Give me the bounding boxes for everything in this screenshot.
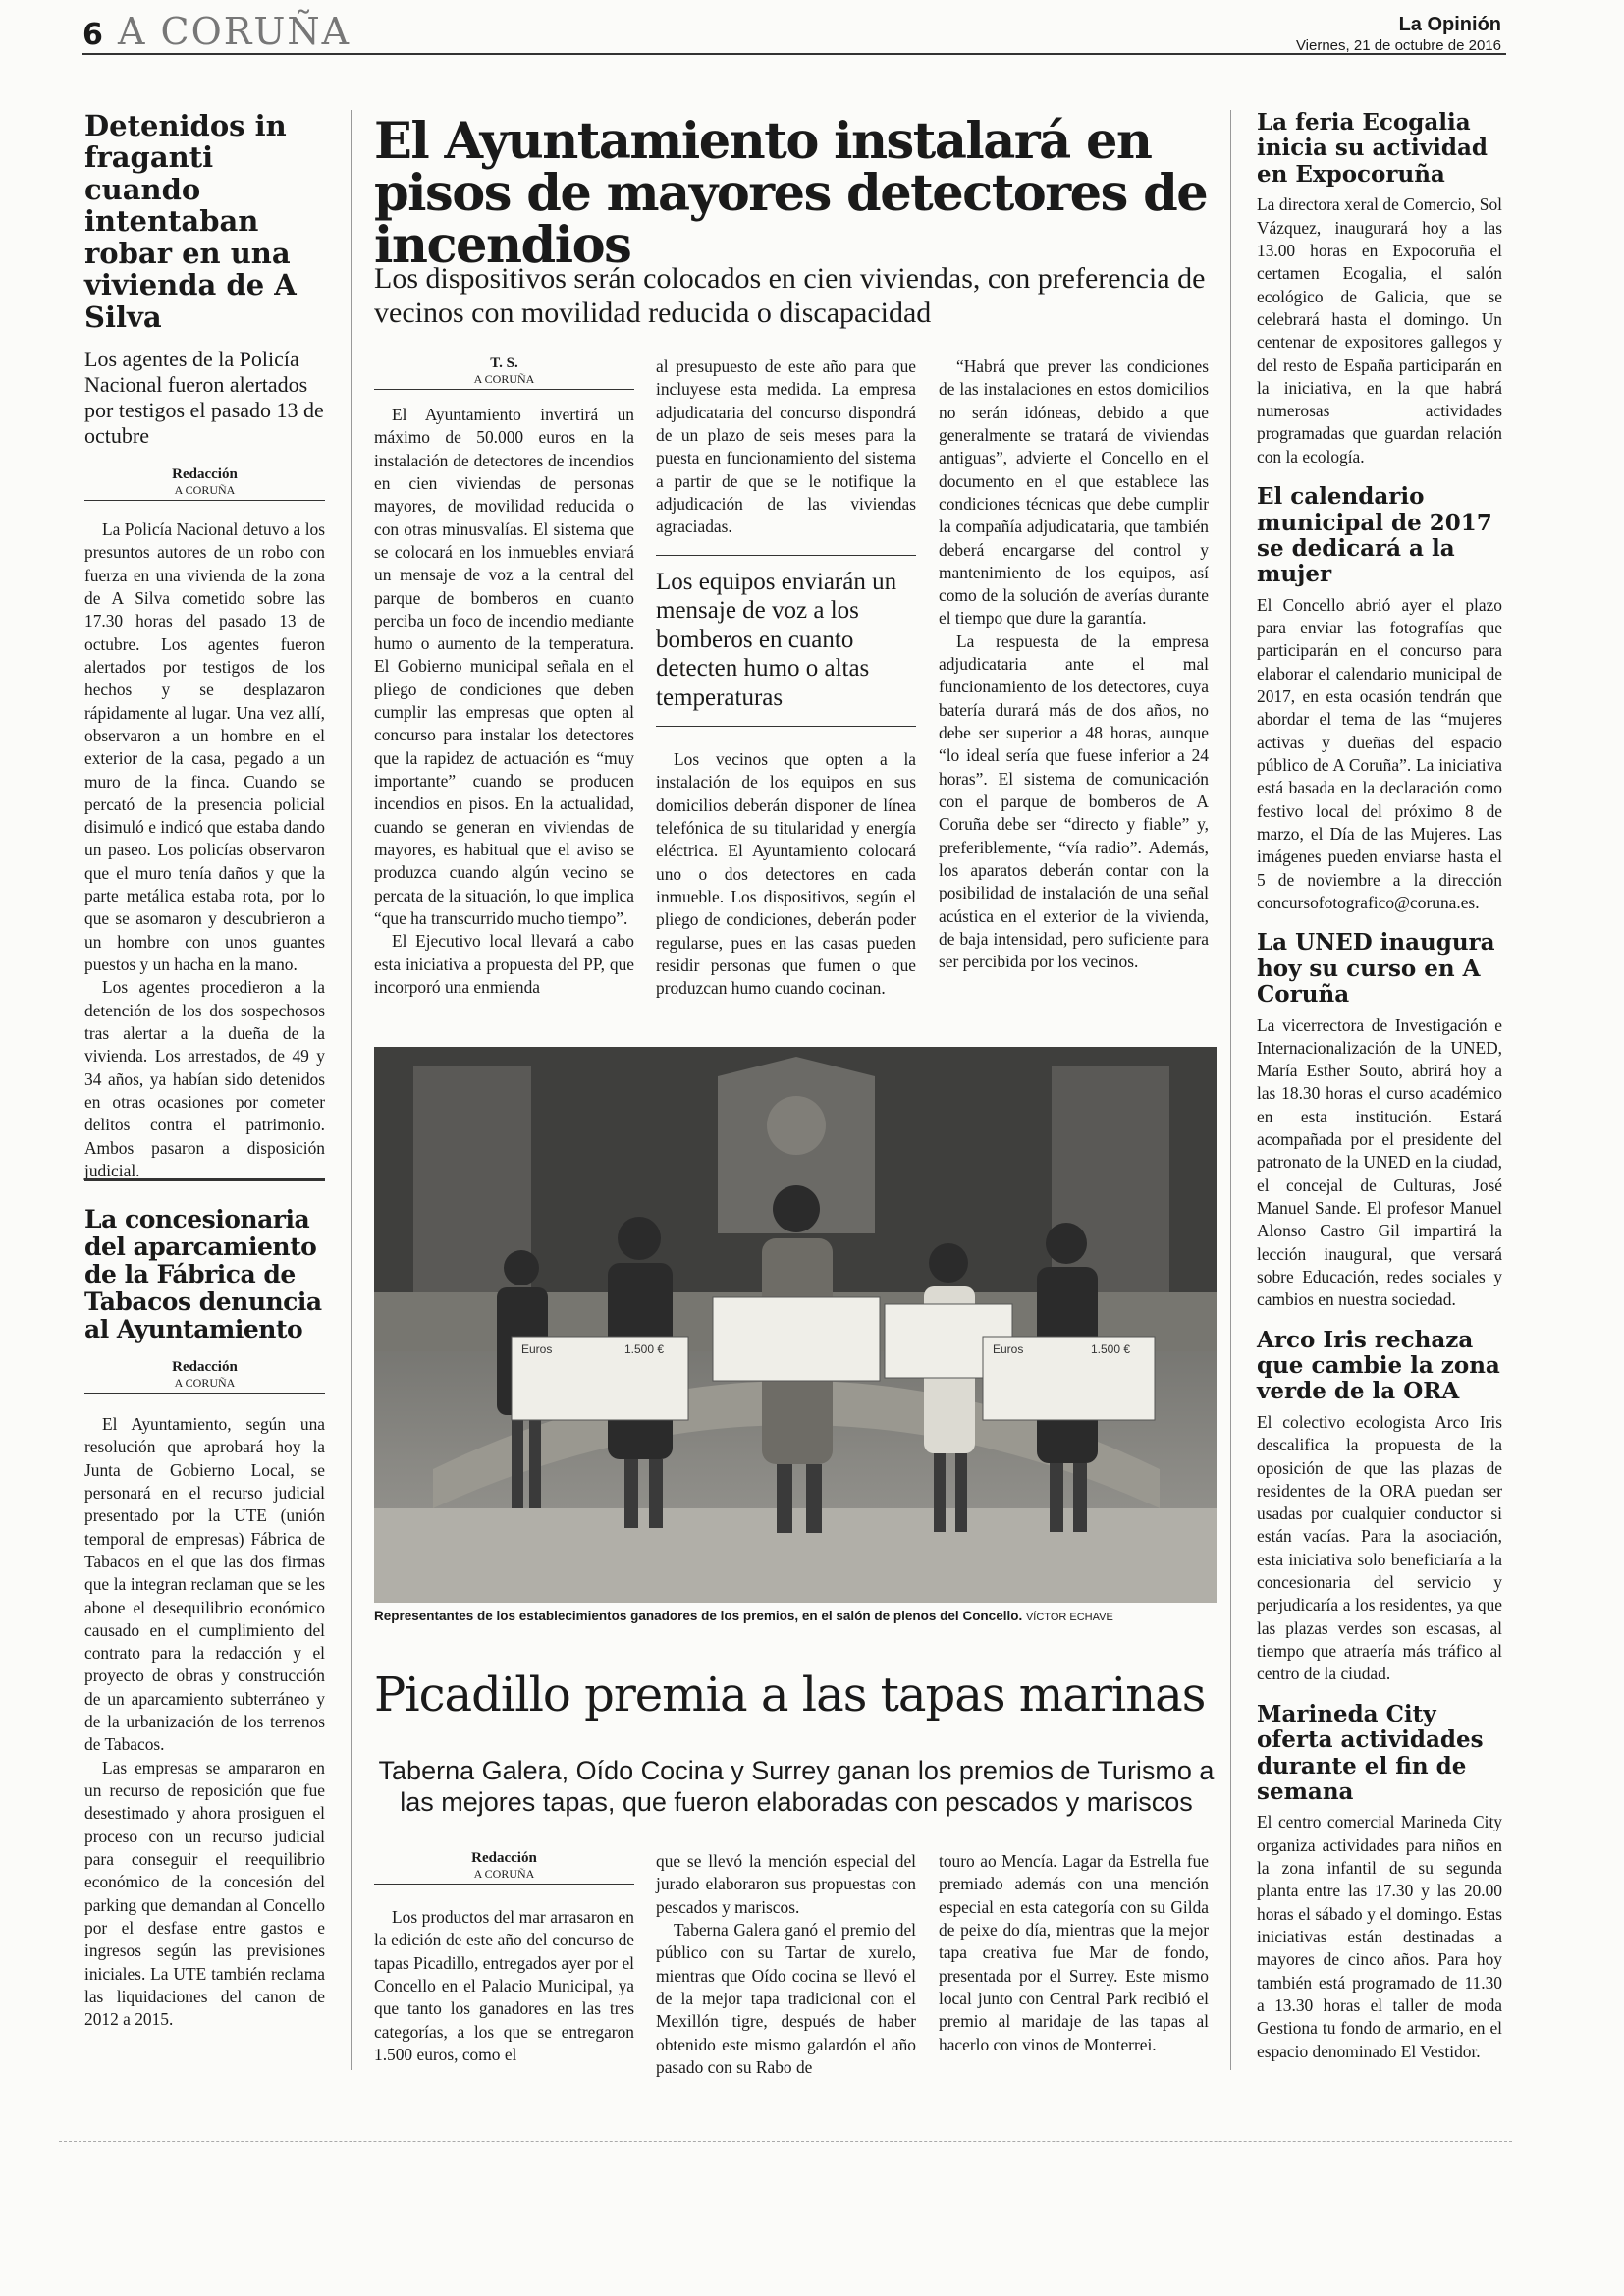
column-divider [1230,110,1231,2070]
paragraph: Taberna Galera ganó el premio del público con su Tartar de xurelo, mientras que Oído cocina se llevó el de la mejor tapa tradicional con el Mexillón tigre, después de haber obtenido este mismo galardón el año pasado con su Rabo de [656,1919,916,2077]
paragraph: que se llevó la mención especial del jurado elaboraron sus propuestas con pescados y mariscos. [656,1851,916,1917]
paragraph: Los productos del mar arrasaron en la edición de este año del concurso de tapas Picadillo, entregados ayer por el Concello en el Palacio Municipal, ya que tanto los ganadores en las tres categorías, a los que se entregaron 1.500 euros, como el [374,1907,634,2064]
brief-headline: Arco Iris rechaza que cambie la zona verde de la ORA [1257,1326,1500,1405]
section-title: A CORUÑA [118,10,352,53]
cheque-label: Euros [993,1342,1024,1356]
brief-item [1257,110,1502,468]
paragraph: al presupuesto de este año para que incluyese esta medida. La empresa adjudicataria del concurso dispondrá de un plazo de seis meses para la puesta en funcionamiento del sistema a partir de que se le notifique la adjudicación de las viviendas agraciadas. [656,356,916,537]
pullquote: Los equipos enviarán un mensaje de voz a los bomberos en cuanto detecten humo o altas temperaturas [656,568,897,711]
brief-item [1257,930,1502,1311]
photo-credit: VÍCTOR ECHAVE [1025,1612,1113,1623]
article-detenidos [84,110,325,1182]
byline-place: A CORUÑA [84,483,325,501]
byline-place: A CORUÑA [374,372,634,390]
article-headline: Detenidos in fraganti cuando intentaban robar en una vivienda de A Silva [84,109,297,334]
cheque-amount: 1.500 € [1091,1342,1131,1356]
article-headline: La concesionaria del aparcamiento de la Fábrica de Tabacos denuncia al Ayuntamiento [84,1205,322,1343]
paragraph: Las empresas se ampararon en un recurso de reposición que fue desestimado y ahora prosiguen el proceso con un recurso judicial para conseguir el reequilibrio económico de la concesión del parking que demandan al Concello por el desfase entre gastos e ingresos según las previsiones iniciales. La UTE también reclama las liquidaciones del canon de 2012 a 2015. [84,1757,325,2030]
brief-body: La vicerrectora de Investigación e Internacionalización de la UNED, María Esther Souto, abrirá hoy a las 18.30 horas el curso académico en esta institución. Estará acompañada por el presidente del patronato de la UNED en la ciudad, el concejal de Culturas, José Manuel Sande. El profesor Manuel Alonso Castro Gil impartirá la lección inaugural, que versará sobre Educación, redes sociales y cambios en nuestra sociedad. [1257,1014,1502,1310]
byline: Redacción [172,1359,238,1375]
main-col-1 [374,355,634,999]
main-col-3 [939,355,1209,973]
article-body [656,1850,916,2079]
brief-headline: La feria Ecogalia inicia su actividad en Expocoruña [1257,109,1488,188]
article-body [939,1850,1209,2056]
pullquote-rule [656,726,916,727]
publication-name: La Opinión [1398,14,1501,35]
article-body [939,355,1209,973]
picadillo-deck: Taberna Galera, Oído Cocina y Surrey ganan los premios de Turismo a las mejores tapas, que fueron elaboradas con pescados y mariscos [378,1756,1215,1817]
brief-body: El colectivo ecologista Arco Iris descalifica la propuesta de la oposición de que las plazas de residentes de la ORA puedan ser usadas por cualquier conductor si están vacías. Para la asociación, esta iniciativa solo beneficiaría a la concesionaria del servicio y perjudicaría a los residentes, ya que las plazas verdes son escasas, al tiempo que atraería más tráfico al centro de la ciudad. [1257,1411,1502,1684]
brief-headline: El calendario municipal de 2017 se dedicará a la mujer [1257,483,1492,588]
cheque-amount: 1.500 € [624,1342,665,1356]
paragraph: El Ayuntamiento, según una resolución que aprobará hoy la Junta de Gobierno Local, se personará en el recurso judicial presentado por la UTE (unión temporal de empresas) Fábrica de Tabacos en el que las dos firmas que la integran reclaman que se les abone el desequilibrio económico causado en el cumplimiento del contrato para la redacción y el proyecto de obras y construcción de un aparcamiento subterráneo y de la urbanización de los terrenos de Tabacos. [84,1414,325,1755]
page-footer-rule [59,2141,1512,2142]
column-divider [351,110,352,2070]
byline: Redacción [471,1850,537,1866]
picadillo-col-1 [374,1850,634,2066]
article-body [656,748,916,1000]
picadillo-headline: Picadillo premia a las tapas marinas [374,1667,1206,1722]
main-col-2 [656,355,916,1000]
caption-text: Representantes de los establecimientos ganadores de los premios, en el salón de plenos del Concello. [374,1609,1023,1623]
event-photo [374,1047,1217,1603]
page-number: 6 [82,18,103,52]
brief-body: El centro comercial Marineda City organiza actividades para niños en la zona infantil de su segunda planta entre las 17.30 y las 20.00 horas el sábado y el domingo. Estas iniciativas están destinadas a mayores de cinco años. Para hoy también está programado de 11.30 a 13.30 horas el taller de moda Gestiona tu fondo de armario, en el espacio denominado El Vestidor. [1257,1812,1502,2061]
header-rule [82,53,1506,55]
brief-item [1257,1702,1502,2063]
paragraph: El Ayuntamiento invertirá un máximo de 50.000 euros en la instalación de detectores de incendios en cien viviendas de personas mayores, de movilidad reducida o con otras minusvalías. El sistema que se colocará en los inmuebles enviará un mensaje de voz a la central del parque de bomberos en cuanto perciba un foco de incendio mediante humo o aumento de la temperatura. El Gobierno municipal señala en el pliego de condiciones que deben cumplir las empresas que opten al concurso para instalar los detectores que la rapidez de actuación es “muy importante” cuando se producen incendios en pisos. En la actualidad, cuando se generan en viviendas de mayores, es habitual que el aviso se produzca cuando algún vecino se percata de la situación, lo que implica “que ha transcurrido mucho tiempo”. [374,405,634,928]
article-body [656,355,916,539]
picadillo-col-2 [656,1850,916,2079]
article-body [374,1906,634,2066]
brief-headline: La UNED inaugura hoy su curso en A Coruña [1257,929,1495,1009]
article-concesionaria [84,1206,325,2031]
article-separator [84,1178,325,1181]
photo-illustration [374,1047,1217,1603]
paragraph: El Ejecutivo local llevará a cabo esta iniciativa a propuesta del PP, que incorporó una enmienda [374,931,634,997]
brief-item [1257,1328,1502,1686]
cheque-label: Euros [521,1342,553,1356]
photo-caption [374,1609,1217,1623]
article-body [374,404,634,999]
brief-headline: Marineda City oferta actividades durante el fin de semana [1257,1700,1484,1805]
sidebar-briefs [1257,110,1502,2063]
paragraph: Los agentes procedieron a la detención de los dos sospechosos tras alertar a la dueña de la vivienda. Los arrestados, de 49 y 34 años, ya habían sido detenidos en otras ocasiones por cometer delitos contra el patrimonio. Ambos pasaron a disposición judicial. [84,977,325,1180]
brief-body: La directora xeral de Comercio, Sol Vázquez, inaugurará hoy a las 13.00 horas en Expocoruña el certamen Ecogalia, el salón ecológico de Galicia, que se celebrará hasta el domingo. Un centenar de expositores gallegos y del resto de España participarán en la iniciativa, en la que habrá numerosas actividades programadas que guardan relación con la ecología. [1257,194,1502,466]
paragraph: touro ao Mencía. Lagar da Estrella fue premiado además con una mención especial en esta categoría con su Gilda de peixe do día, mientras que la mejor tapa creativa fue Mar de fondo, presentada por el Surrey. Este mismo local junto con Central Park recibió el premio al maridaje de las tapas al hacerlo con vinos de Monterrei. [939,1851,1209,2054]
brief-body: El Concello abrió ayer el plazo para enviar las fotografías que participarán en el concurso para elaborar el calendario municipal de 2017, en esta ocasión tendrán que abordar el tema de las “mujeres activas y dueñas del espacio público de A Coruña”. La iniciativa está basada en la declaración como festivo local del próximo 8 de marzo, el Día de las Mujeres. Las imágenes pueden enviarse hasta el 5 de noviembre a la dirección concursofotografico@coruna.es. [1257,594,1502,912]
brief-item [1257,484,1502,914]
byline-place: A CORUÑA [374,1867,634,1885]
article-body [84,1413,325,2031]
paragraph: La Policía Nacional detuvo a los presuntos autores de un robo con fuerza en una vivienda de la zona de A Silva cometido sobre las 17.30 horas del pasado 13 de octubre. Los agentes fueron alertados por testigos de los hechos y se desplazaron rápidamente al lugar. Una vez allí, observaron a un hombre en el exterior de la casa, pegado a un muro de la finca. Cuando se percató de la presencia policial disimuló e indicó que estaba dando un paseo. Los policías observaron que el muro tenía daños y que la parte metálica estaba rota, por lo que se asomaron y descubrieron a un hombre con unos guantes puestos y un hacha en la mano. [84,519,325,975]
article-deck: Los agentes de la Policía Nacional fueron alertados por testigos el pasado 13 de octubre [84,347,324,449]
picadillo-col-3 [939,1850,1209,2056]
byline: T. S. [490,355,518,371]
article-body [84,519,325,1182]
main-headline: El Ayuntamiento instalará en pisos de mayores detectores de incendios [374,112,1208,276]
byline: Redacción [172,466,238,483]
paragraph: La respuesta de la empresa adjudicataria ante el mal funcionamiento de los detectores, cuya batería durará más de dos años, no debe ser superior a 48 horas, aunque “lo ideal sería que fuese inferior a 24 horas”. El sistema de comunicación con el parque de bomberos de A Coruña debe ser “directo y fiable” y, preferiblemente, “vía radio”. Además, los aparatos deberán contar con la posibilidad de instalación de una señal acústica en el exterior de la vivienda, de baja intensidad, pero suficiente para ser percibida por los vecinos. [939,630,1209,972]
main-deck: Los dispositivos serán colocados en cien viviendas, con preferencia de vecinos con movilidad reducida o discapacidad [374,262,1206,330]
paragraph: Los vecinos que opten a la instalación de los equipos en sus domicilios deberán disponer de línea telefónica de su titularidad y energía eléctrica. El Ayuntamiento colocará uno o dos detectores en cada inmueble. Los dispositivos, según el pliego de condiciones, deberán poder regularse, pues en las casas pueden residir personas que fumen o que produzcan humo cuando cocinan. [656,749,916,999]
publication-date: Viernes, 21 de octubre de 2016 [1295,37,1501,54]
byline-place: A CORUÑA [84,1376,325,1394]
paragraph: “Habrá que prever las condiciones de las instalaciones en estos domicilios no serán idóneas, debido a que generalmente se tratará de viviendas antiguas”, advierte el Concello en el documento en el que establece las condiciones técnicas que debe cumplir la compañía adjudicataria, que también deberá encargarse del control y mantenimiento de los equipos, así como de la solución de averías durante el tiempo que dure la garantía. [939,356,1209,629]
